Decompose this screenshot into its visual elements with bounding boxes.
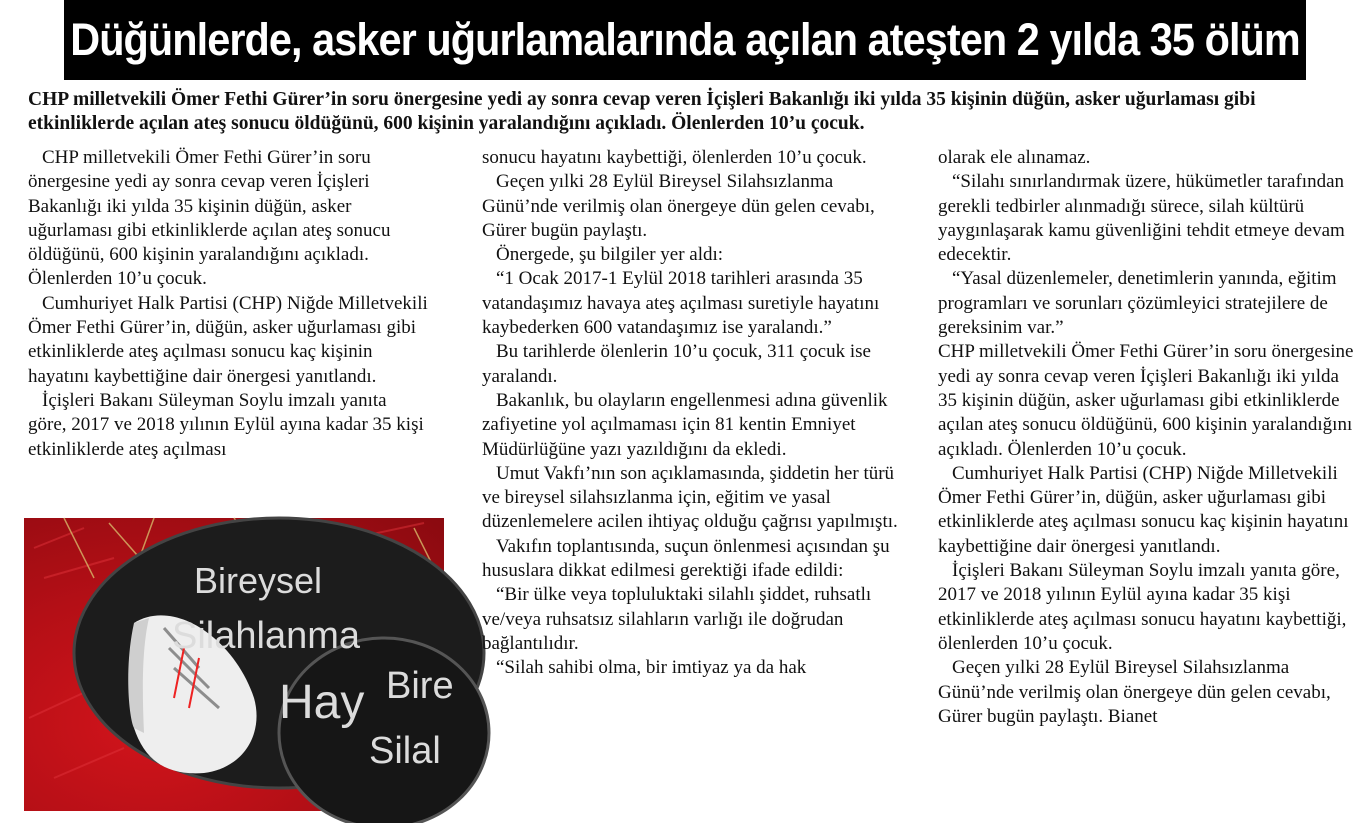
paragraph: olarak ele alınamaz. <box>938 147 1091 168</box>
paragraph: “1 Ocak 2017-1 Eylül 2018 tarihleri arasında 35 vatandaşımız havaya ateş açılması suretiyle hayatını kaybederken 600 vatandaşımız ise yaralandı.” <box>482 268 880 339</box>
article-column-1 <box>28 146 428 462</box>
paragraph: “Silahı sınırlandırmak üzere, hükümetler tarafından gerekli tedbirler alınmadığı sürece, silah kültürü yaygınlaşarak kamu güvenliğini tehdit etmeye devam edecektir. <box>938 171 1345 266</box>
headline: Düğünlerde, asker uğurlamalarında açılan ateşten 2 yılda 35 ölüm <box>64 0 1306 80</box>
paragraph: Geçen yılki 28 Eylül Bireysel Silahsızlanma Günü’nde verilmiş olan önergeye dün gelen cevabı, Gürer bugün paylaştı. <box>482 171 875 241</box>
sign2-text-line2: Silal <box>369 730 441 772</box>
article-column-2 <box>482 146 902 681</box>
paragraph: “Bir ülke veya topluluktaki silahlı şiddet, ruhsatlı ve/veya ruhsatsız silahların varlığı ile doğrudan bağlantılıdır. <box>482 584 872 654</box>
paragraph: CHP milletvekili Ömer Fethi Gürer’in soru önergesine yedi ay sonra cevap veren İçişleri Bakanlığı iki yılda 35 kişinin düğün, asker uğurlaması gibi etkinliklerde açılan ateş sonucu öldüğünü, 600 kişinin yaralandığını açıkladı. Ölenlerden 10’u çocuk. <box>28 147 391 290</box>
spot-summary: CHP milletvekili Ömer Fethi Gürer’in soru önergesine yedi ay sonra cevap veren İçişleri Bakanlığı iki yılda 35 kişinin düğün, asker uğurlaması gibi etkinliklerde açılan ateş sonucu öldüğünü, 600 kişinin yaralandığını açıkladı. Ölenlerden 10’u çocuk. <box>28 89 1256 134</box>
paragraph: Umut Vakfı’nın son açıklamasında, şiddetin her türü ve bireysel silahsızlanma için, eğitim ve yasal düzenlemelere acilen ihtiyaç olduğu çağrısı yapılmıştı. <box>482 462 898 533</box>
paragraph: CHP milletvekili Ömer Fethi Gürer’in soru önergesine yedi ay sonra cevap veren İçişleri Bakanlığı iki yılda 35 kişinin düğün, asker uğurlaması gibi etkinliklerde açılan ateş sonucu öldüğünü, 600 kişinin yaralandığını açıkladı. Ölenlerden 10’u çocuk. <box>938 341 1354 460</box>
paragraph: Cumhuriyet Halk Partisi (CHP) Niğde Milletvekili Ömer Fethi Gürer’in, düğün, asker uğurlaması gibi etkinliklerde ateş açılması sonucu kaç kişinin hayatını kaybettiğine dair önergesi yanıtlandı. <box>938 462 1349 557</box>
sign-text-line1: Bireysel <box>194 560 323 601</box>
sign2-text-line1: Bire <box>386 665 454 707</box>
paragraph: İçişleri Bakanı Süleyman Soylu imzalı yanıta göre, 2017 ve 2018 yılının Eylül ayına kadar 35 kişi etkinliklerde ateş açılması sonucu hayatını kaybettiği, ölenlerden 10’u çocuk. <box>938 560 1347 654</box>
article-photo <box>24 518 454 811</box>
paragraph: İçişleri Bakanı Süleyman Soylu imzalı yanıta göre, 2017 ve 2018 yılının Eylül ayına kadar 35 kişi etkinliklerde ateş açılması <box>28 389 424 460</box>
paragraph: Bakanlık, bu olayların engellenmesi adına güvenlik zafiyetine yol açılmaması için 81 kentin Emniyet Müdürlüğüne yazı yazıldığını da ekledi. <box>482 389 888 460</box>
paragraph: sonucu hayatını kaybettiği, ölenlerden 10’u çocuk. <box>482 147 867 168</box>
paragraph: Vakıfın toplantısında, suçun önlenmesi açısından şu hususlara dikkat edilmesi gerektiği ifade edildi: <box>482 535 890 582</box>
paragraph: “Yasal düzenlemeler, denetimlerin yanında, eğitim programları ve sorunları çözümleyici stratejilere de gereksinim var.” <box>938 268 1337 339</box>
sign-text-line3: Hay <box>279 676 365 729</box>
paragraph: Bu tarihlerde ölenlerin 10’u çocuk, 311 çocuk ise yaralandı. <box>482 341 871 387</box>
paragraph: Cumhuriyet Halk Partisi (CHP) Niğde Milletvekili Ömer Fethi Gürer’in, düğün, asker uğurlaması gibi etkinliklerde ateş açılması sonucu kaç kişinin hayatını kaybettiğine dair önergesi yanıtlandı. <box>28 292 428 387</box>
sign-text-line2: Silahlanma <box>172 615 360 657</box>
article-column-3 <box>938 146 1358 729</box>
paragraph: Önergede, şu bilgiler yer aldı: <box>496 244 724 266</box>
paragraph: “Silah sahibi olma, bir imtiyaz ya da hak <box>496 657 807 679</box>
paragraph: Geçen yılki 28 Eylül Bireysel Silahsızlanma Günü’nde verilmiş olan önergeye dün gelen cevabı, Gürer bugün paylaştı. Bianet <box>938 657 1331 727</box>
